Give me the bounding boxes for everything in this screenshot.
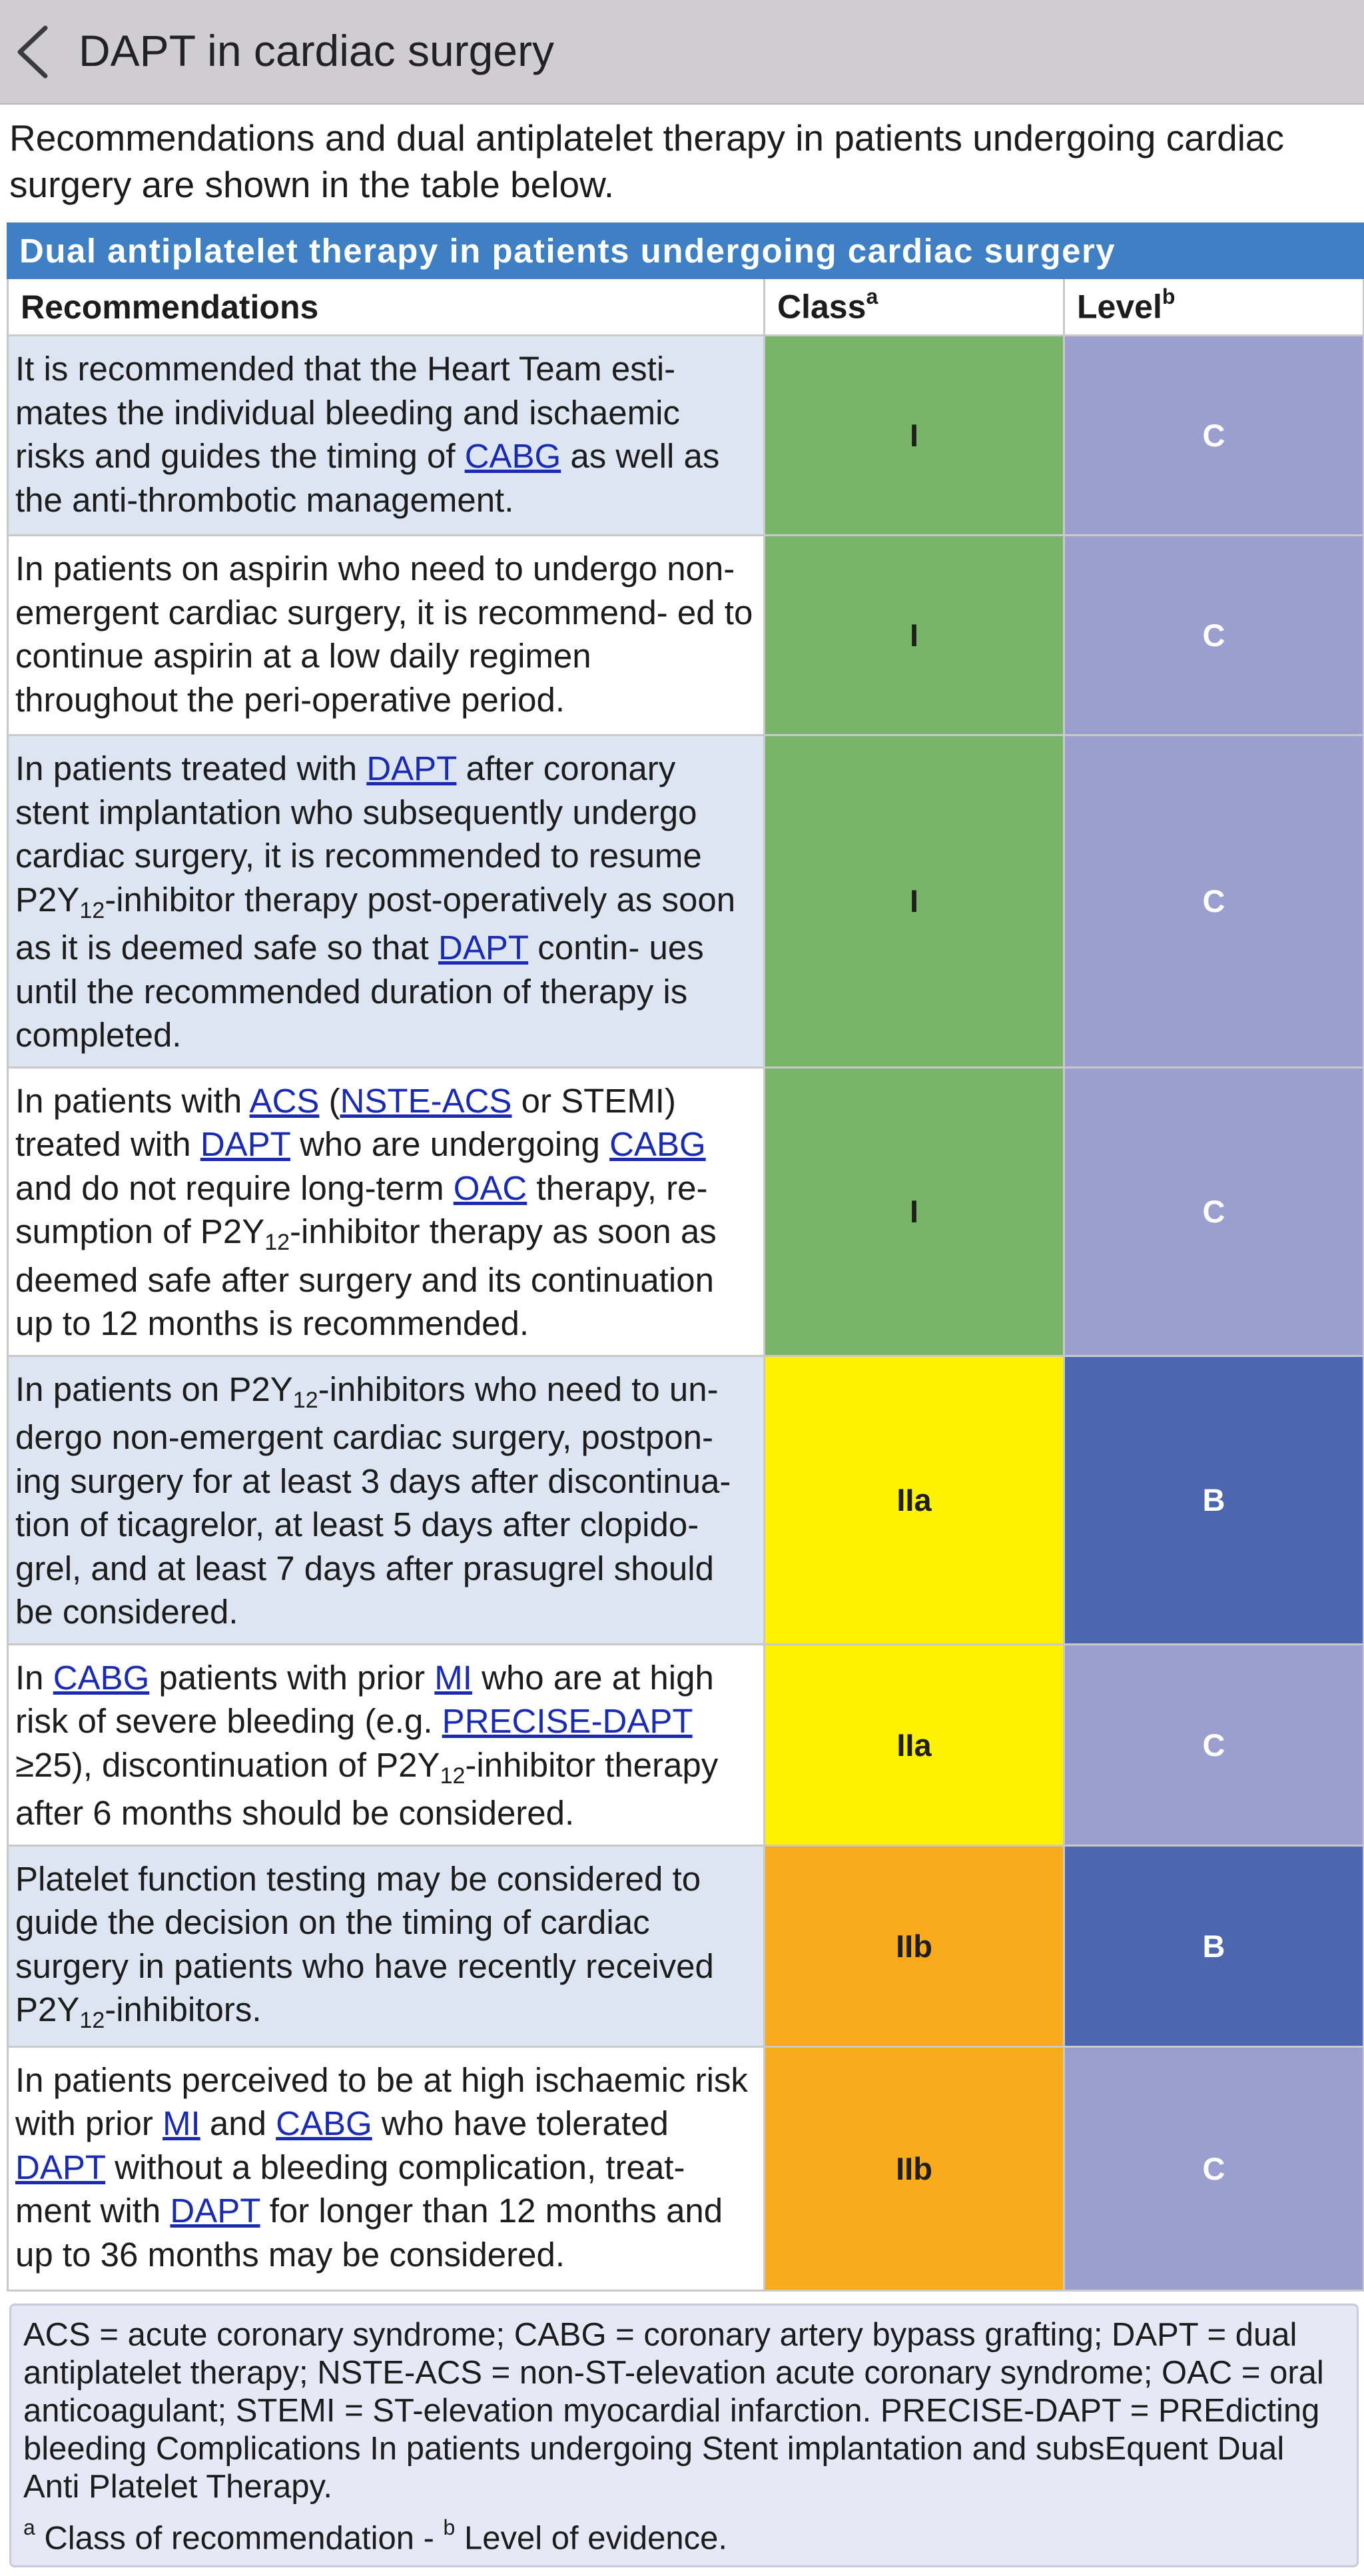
recommendation-cell xyxy=(8,735,765,1068)
recommendation-text: therapy, re- sumption of P2Y xyxy=(15,1168,708,1250)
table-row xyxy=(8,536,1364,735)
level-badge: C xyxy=(1064,1067,1364,1356)
header-class xyxy=(765,278,1064,336)
recommendation-text: ≥25), discontinuation of P2Y xyxy=(15,1745,440,1784)
header-level xyxy=(1064,278,1364,336)
subscript-text: 12 xyxy=(79,897,105,923)
class-badge: I xyxy=(765,336,1064,536)
header-class-footnote-mark: a xyxy=(866,284,878,309)
abbreviation-link[interactable]: ACS xyxy=(249,1081,320,1120)
footnote-legend xyxy=(23,2511,1345,2557)
table-row xyxy=(8,1356,1364,1644)
recommendation-text: In patients treated with xyxy=(15,749,367,787)
recommendation-text: -inhibitor therapy after 6 months should be considered. xyxy=(15,1745,719,1832)
abbreviation-link[interactable]: CABG xyxy=(276,2104,372,2142)
recommendation-text: It is recommended that the Heart Team esti- mates the individual bleeding and ischaemic risks and guides the timing of xyxy=(15,350,680,475)
abbreviation-link[interactable]: DAPT xyxy=(438,929,529,967)
level-badge: C xyxy=(1064,536,1364,735)
recommendation-text: -inhibitors. xyxy=(105,1990,262,2028)
recommendation-text: or STEMI) treated with xyxy=(15,1081,676,1163)
level-badge: C xyxy=(1064,735,1364,1068)
table-row xyxy=(8,336,1364,536)
footnote-box xyxy=(9,2304,1359,2567)
recommendation-cell xyxy=(8,1067,765,1356)
recommendation-text: after coronary stent implantation who subsequently undergo cardiac surgery, it is recommended to resume P2Y xyxy=(15,749,702,919)
class-badge: I xyxy=(765,735,1064,1068)
abbreviation-link[interactable]: DAPT xyxy=(15,2148,106,2186)
level-badge: C xyxy=(1064,2046,1364,2290)
recommendation-text: ( xyxy=(319,1081,340,1120)
table-row xyxy=(8,1845,1364,2046)
recommendation-cell xyxy=(8,336,765,536)
recommendation-text: Platelet function testing may be considered to guide the decision on the timing of cardiac surgery in patients who have recently received P2Y xyxy=(15,1859,714,2028)
header-level-footnote-mark: b xyxy=(1162,284,1176,309)
abbreviation-link[interactable]: CABG xyxy=(464,437,561,475)
recommendations-table xyxy=(7,222,1364,2292)
subscript-text: 12 xyxy=(292,1387,318,1413)
class-badge: IIb xyxy=(765,1845,1064,2046)
subscript-text: 12 xyxy=(440,1763,466,1789)
chevron-left-icon xyxy=(9,19,57,85)
subscript-text: 12 xyxy=(79,2008,105,2033)
recommendation-text: contin- ues until the recommended duration of therapy is completed. xyxy=(15,929,704,1054)
class-badge: I xyxy=(765,536,1064,735)
level-badge: C xyxy=(1064,336,1364,536)
level-badge: C xyxy=(1064,1644,1364,1845)
level-badge: B xyxy=(1064,1845,1364,2046)
subscript-text: 12 xyxy=(264,1230,290,1255)
legend-class-text: Class of recommendation - xyxy=(35,2520,444,2557)
table-row xyxy=(8,2046,1364,2290)
navigation-bar xyxy=(0,0,1364,105)
header-recommendations xyxy=(8,278,765,336)
recommendation-cell xyxy=(8,536,765,735)
abbreviation-link[interactable]: PRECISE-DAPT xyxy=(442,1702,693,1740)
table-row xyxy=(8,1644,1364,1845)
recommendation-text: -inhibitors who need to un- dergo non-emergent cardiac surgery, postpon- ing surgery for at least 3 days after discontinua- tion of ticagrelor, at least 5 days after clopido- grel, and at least 7 days after prasugrel should be considered. xyxy=(15,1370,731,1631)
class-badge: IIa xyxy=(765,1644,1064,1845)
table-row xyxy=(8,1067,1364,1356)
recommendation-text: and do not require long-term xyxy=(15,1168,454,1207)
recommendation-cell xyxy=(8,2046,765,2290)
page-title: DAPT in cardiac surgery xyxy=(79,26,555,75)
table-caption: Dual antiplatelet therapy in patients undergoing cardiac surgery xyxy=(8,224,1364,278)
back-button[interactable] xyxy=(9,19,57,85)
recommendation-cell xyxy=(8,1845,765,2046)
abbreviation-link[interactable]: DAPT xyxy=(200,1125,290,1163)
table-row xyxy=(8,735,1364,1068)
abbreviation-link[interactable]: OAC xyxy=(453,1168,527,1207)
recommendation-text: for longer than 12 months and up to 36 months may be considered. xyxy=(15,2192,723,2274)
abbreviation-link[interactable]: DAPT xyxy=(366,749,457,787)
recommendation-text: In patients with xyxy=(15,1081,250,1120)
intro-text: Recommendations and dual antiplatelet therapy in patients undergoing cardiac surgery are shown in the table below. xyxy=(9,117,1285,205)
abbreviation-link[interactable]: CABG xyxy=(53,1658,150,1697)
level-badge: B xyxy=(1064,1356,1364,1644)
abbreviation-link[interactable]: MI xyxy=(434,1658,472,1697)
recommendation-text: In patients perceived to be at high ischaemic risk with prior xyxy=(15,2060,748,2142)
abbreviations-text: ACS = acute coronary syndrome; CABG = coronary artery bypass grafting; DAPT = dual antiplatelet therapy; NSTE-ACS = non-ST-elevation acute coronary syndrome; OAC = oral anticoagulant; STEMI = ST-elevation myocardial infarction. PRECISE-DAPT = PREdicting bleeding Complications In patients undergoing Stent implantation and subsEquent Dual Anti Platelet Therapy. xyxy=(23,2317,1324,2505)
recommendation-text: who are undergoing xyxy=(290,1125,610,1163)
recommendation-text: who have tolerated xyxy=(372,2104,669,2142)
abbreviation-link[interactable]: CABG xyxy=(609,1125,706,1163)
class-badge: I xyxy=(765,1067,1064,1356)
recommendation-text: without a bleeding complication, treat- ment with xyxy=(15,2148,685,2230)
footnote-mark-a: a xyxy=(23,2515,35,2539)
recommendation-text: In patients on P2Y xyxy=(15,1370,293,1408)
recommendation-text: -inhibitor therapy as soon as deemed safe after surgery and its continuation up to 12 months is recommended. xyxy=(15,1212,717,1342)
header-recommendations-label: Recommendations xyxy=(21,288,319,326)
abbreviation-link[interactable]: MI xyxy=(163,2104,200,2142)
recommendation-cell xyxy=(8,1356,765,1644)
recommendation-text: patients with prior xyxy=(149,1658,435,1697)
header-level-label: Level xyxy=(1077,288,1162,326)
class-badge: IIb xyxy=(765,2046,1064,2290)
recommendation-text: who are at high risk of severe bleeding (e.g. xyxy=(15,1658,714,1740)
recommendation-cell xyxy=(8,1644,765,1845)
footnote-mark-b: b xyxy=(443,2515,456,2539)
abbreviation-link[interactable]: DAPT xyxy=(170,2192,260,2230)
legend-level-text: Level of evidence. xyxy=(455,2520,727,2557)
recommendation-text: In xyxy=(15,1658,53,1697)
class-badge: IIa xyxy=(765,1356,1064,1644)
recommendation-text: as well as the anti-thrombotic management. xyxy=(15,437,720,519)
recommendation-text: and xyxy=(200,2104,276,2142)
recommendation-text: In patients on aspirin who need to undergo non-emergent cardiac surgery, it is recommend- ed to continue aspirin at a low daily regimen throughout the peri-operative period. xyxy=(15,550,753,719)
header-class-label: Class xyxy=(777,288,866,326)
abbreviation-link[interactable]: NSTE-ACS xyxy=(340,1081,512,1120)
recommendation-text: -inhibitor therapy post-operatively as soon as it is deemed safe so that xyxy=(15,880,736,967)
